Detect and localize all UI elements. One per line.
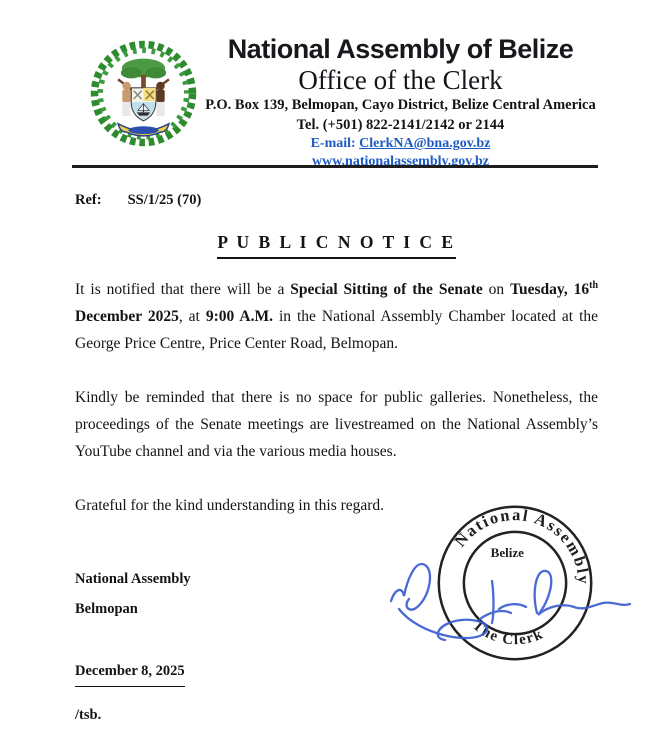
svg-text:National Assembly: National Assembly: [450, 505, 594, 586]
notice-title: P U B L I C N O T I C E: [75, 229, 598, 259]
email-link[interactable]: ClerkNA@bna.gov.bz: [359, 136, 491, 152]
website-link[interactable]: www.nationalassembly.gov.bz: [312, 153, 489, 169]
address-line: P.O. Box 139, Belmopan, Cayo District, Belize Central America: [205, 97, 596, 114]
reference-label: Ref:: [75, 192, 102, 208]
letterhead: [0, 0, 663, 170]
belize-coat-of-arms-icon: [87, 36, 200, 151]
paragraph-gratitude: Grateful for the kind understanding in this regard.: [75, 497, 385, 514]
org-name: National Assembly of Belize: [227, 34, 574, 64]
letterhead-text: [203, 36, 598, 169]
stamp-center-label: Belize: [490, 544, 524, 560]
svg-text:The Clerk: The Clerk: [469, 617, 547, 649]
typist-initials: /tsb.: [75, 707, 102, 723]
header-divider: [72, 165, 598, 168]
paragraph-public-galleries: Kindly be reminded that there is no space for public galleries. Nonetheless, the proceedings of the Senate meetings are livestreamed on the National Assembly’s YouTube channel and via the various media houses.: [75, 389, 598, 460]
signoff-organization: National Assembly: [75, 571, 191, 587]
paragraph-sitting-announcement: It is notified that there will be a Special Sitting of the Senate on Tuesday, 16th December 2025, at 9:00 A.M. in the National Assembly Chamber located at the George Price Centre, Price Center Road, Belmopan.: [75, 279, 599, 352]
signoff-date: December 8, 2025: [75, 658, 598, 687]
clerk-signature: [385, 543, 635, 651]
reference-line: [75, 187, 598, 214]
email-label: E-mail:: [310, 136, 360, 152]
office-title: Office of the Clerk: [298, 65, 503, 95]
reference-value: SS/1/25 (70): [127, 192, 202, 208]
signoff-city: Belmopan: [75, 601, 138, 617]
email-line: [203, 136, 598, 151]
telephone-line: Tel. (+501) 822-2141/2142 or 2144: [296, 117, 505, 134]
